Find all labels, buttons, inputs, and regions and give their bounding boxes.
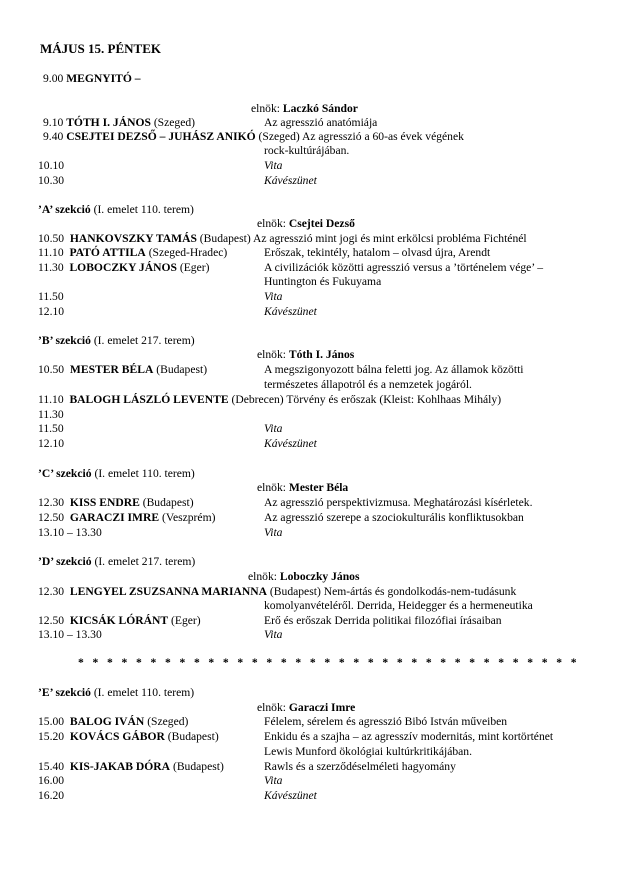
speaker-place: (Budapest) bbox=[267, 585, 321, 598]
talk-time: 9.40 bbox=[43, 130, 64, 143]
talk-time: 15.20 bbox=[38, 730, 65, 743]
talk-time: 12.30 bbox=[38, 496, 65, 509]
chair-prefix: elnök: bbox=[257, 481, 289, 494]
break-label: Kávészünet bbox=[264, 305, 317, 318]
speaker-place: (Budapest) bbox=[196, 232, 251, 245]
speaker-place: (Eger) bbox=[176, 261, 210, 274]
talk-title-cont: természetes állapotról és a nemzetek jogáról. bbox=[264, 378, 472, 391]
chair-prefix: elnök: bbox=[248, 570, 280, 583]
section-room: (I. emelet 217. terem) bbox=[91, 555, 196, 568]
talk-time: 10.50 bbox=[38, 232, 65, 245]
talk-row bbox=[43, 130, 464, 144]
talk-row bbox=[38, 261, 209, 275]
speaker-name: GARACZI IMRE bbox=[69, 511, 160, 524]
speaker-place: (Budapest) bbox=[164, 730, 219, 743]
speaker-name: CSEJTEI DEZSŐ – JUHÁSZ ANIKÓ bbox=[66, 130, 256, 143]
talk-time: 12.50 bbox=[38, 614, 65, 627]
vita-label: Vita bbox=[264, 290, 283, 303]
talk-title: Törvény és erőszak (Kleist: Kohlhaas Mihály) bbox=[283, 393, 502, 406]
speaker-name: MESTER BÉLA bbox=[69, 363, 154, 376]
section-e-chair bbox=[257, 701, 355, 715]
talk-title: A megszigonyozott bálna feletti jog. Az államok közötti bbox=[264, 363, 524, 376]
talk-row bbox=[38, 511, 215, 525]
talk-title: Az agresszió a 60-as évek végének bbox=[299, 130, 464, 143]
speaker-place: (Budapest) bbox=[170, 760, 224, 773]
break-label: Kávészünet bbox=[264, 789, 317, 802]
vita-time: 13.10 – 13.30 bbox=[38, 526, 102, 539]
separator-stars: * * * * * * * * * * * * * * * * * * * * * * * * * * * * * * * * * * * bbox=[78, 656, 577, 669]
speaker-name: BALOGH LÁSZLÓ LEVENTE bbox=[69, 393, 229, 406]
talk-row bbox=[38, 730, 219, 744]
chair-name: Mester Béla bbox=[288, 481, 349, 494]
talk-time: 15.00 bbox=[38, 715, 65, 728]
section-d-chair bbox=[248, 570, 359, 584]
talk-title-cont: Lewis Munford ökológiai kultúrkritikájában. bbox=[264, 745, 473, 758]
speaker-name: PATÓ ATTILA bbox=[69, 246, 146, 259]
vita-label: Vita bbox=[264, 526, 283, 539]
break-time: 10.30 bbox=[38, 174, 65, 187]
vita-label: Vita bbox=[264, 628, 283, 641]
talk-row bbox=[43, 116, 195, 130]
opening-label: MEGNYITÓ – bbox=[66, 72, 141, 85]
chair-prefix: elnök: bbox=[257, 701, 289, 714]
section-room: (I. emelet 110. terem) bbox=[90, 686, 195, 699]
speaker-place: (Budapest) bbox=[139, 496, 194, 509]
speaker-name: LOBOCZKY JÁNOS bbox=[69, 261, 177, 274]
vita-label: Vita bbox=[264, 774, 283, 787]
speaker-place: (Szeged) bbox=[150, 116, 196, 129]
speaker-place: (Eger) bbox=[168, 614, 201, 627]
section-room: (I. emelet 110. terem) bbox=[91, 467, 195, 480]
chair-name: Csejtei Dezső bbox=[288, 217, 355, 230]
speaker-name: TÓTH I. JÁNOS bbox=[66, 116, 151, 129]
section-label: ’C’ szekció bbox=[38, 467, 92, 480]
talk-row bbox=[38, 393, 501, 407]
speaker-name: HANKOVSZKY TAMÁS bbox=[69, 232, 197, 245]
chair-name: Laczkó Sándor bbox=[282, 102, 358, 115]
chair-prefix: elnök: bbox=[257, 217, 289, 230]
speaker-name: KIS-JAKAB DÓRA bbox=[69, 760, 171, 773]
page-title: MÁJUS 15. PÉNTEK bbox=[40, 41, 161, 56]
talk-time: 15.40 bbox=[38, 760, 65, 773]
section-a-chair bbox=[257, 217, 355, 231]
section-label: ’B’ szekció bbox=[38, 334, 91, 347]
section-c-header bbox=[38, 467, 195, 481]
speaker-place: (Szeged-Hradec) bbox=[145, 246, 228, 259]
talk-time: 11.10 bbox=[38, 393, 64, 406]
opening-line bbox=[43, 72, 141, 86]
talk-time: 11.30 bbox=[38, 261, 64, 274]
talk-row bbox=[38, 614, 201, 628]
talk-row bbox=[38, 760, 224, 774]
talk-title: A civilizációk közötti agresszió versus a ’történelem vége’ – bbox=[264, 261, 544, 274]
section-label: ’E’ szekció bbox=[38, 686, 91, 699]
opening-time: 9.00 bbox=[43, 72, 64, 85]
talk-row bbox=[38, 232, 527, 246]
talk-time: 12.50 bbox=[38, 511, 65, 524]
break-label: Kávészünet bbox=[264, 174, 317, 187]
speaker-name: KOVÁCS GÁBOR bbox=[69, 730, 165, 743]
speaker-name: KISS ENDRE bbox=[69, 496, 140, 509]
vita-time: 16.00 bbox=[38, 774, 65, 787]
talk-title: Nem-ártás és gondolkodás-nem-tudásunk bbox=[320, 585, 517, 598]
speaker-name: LENGYEL ZSUZSANNA MARIANNA bbox=[69, 585, 268, 598]
section-b-header bbox=[38, 334, 195, 348]
talk-title-cont: Huntington és Fukuyama bbox=[264, 275, 382, 288]
talk-row bbox=[38, 246, 227, 260]
break-label: Kávészünet bbox=[264, 437, 317, 450]
section-room: (I. emelet 217. terem) bbox=[90, 334, 195, 347]
talk-time: 11.10 bbox=[38, 246, 64, 259]
talk-title: Rawls és a szerződéselméleti hagyomány bbox=[264, 760, 456, 773]
section-room: (I. emelet 110. terem) bbox=[90, 203, 194, 216]
talk-title: Erőszak, tekintély, hatalom – olvasd újra, Arendt bbox=[264, 246, 491, 259]
chair-prefix: elnök: bbox=[251, 102, 283, 115]
section-label: ’D’ szekció bbox=[38, 555, 92, 568]
chair-prefix: elnök: bbox=[257, 348, 289, 361]
speaker-place: (Debrecen) bbox=[228, 393, 284, 406]
talk-row bbox=[38, 363, 207, 377]
section-b-chair bbox=[257, 348, 354, 362]
vita-label: Vita bbox=[264, 159, 283, 172]
talk-title: Félelem, sérelem és agresszió Bibó István műveiben bbox=[264, 715, 508, 728]
talk-row bbox=[38, 496, 194, 510]
vita-time: 11.50 bbox=[38, 290, 64, 303]
vita-time: 10.10 bbox=[38, 159, 65, 172]
speaker-place: (Budapest) bbox=[153, 363, 208, 376]
speaker-place: (Veszprém) bbox=[159, 511, 216, 524]
section-label: ’A’ szekció bbox=[38, 203, 91, 216]
section-c-chair bbox=[257, 481, 348, 495]
talk-title-cont: komolyanvételéről. Derrida, Heidegger és a hermeneutika bbox=[264, 599, 533, 612]
chair-name: Tóth I. János bbox=[288, 348, 355, 361]
talk-time: 10.50 bbox=[38, 363, 65, 376]
chair-name: Garaczi Imre bbox=[288, 701, 356, 714]
break-time: 16.20 bbox=[38, 789, 65, 802]
vita-time: 11.50 bbox=[38, 422, 64, 435]
vita-label: Vita bbox=[264, 422, 283, 435]
plenary-chair bbox=[251, 102, 358, 116]
chair-name: Loboczky János bbox=[279, 570, 360, 583]
speaker-place: (Szeged) bbox=[144, 715, 189, 728]
section-a-header bbox=[38, 203, 194, 217]
break-time: 12.10 bbox=[38, 305, 65, 318]
talk-time: 9.10 bbox=[43, 116, 64, 129]
speaker-place: (Szeged) bbox=[255, 130, 300, 143]
speaker-name: BALOG IVÁN bbox=[69, 715, 145, 728]
break-time: 12.10 bbox=[38, 437, 65, 450]
talk-title: Az agresszió perspektivizmusa. Meghatározási kísérletek. bbox=[264, 496, 533, 509]
vita-time: 13.10 – 13.30 bbox=[38, 628, 102, 641]
talk-title-cont: rock-kultúrájában. bbox=[264, 144, 350, 157]
talk-title: Erő és erőszak Derrida politikai filozófiai írásaiban bbox=[264, 614, 502, 627]
empty-time: 11.30 bbox=[38, 408, 64, 421]
section-e-header bbox=[38, 686, 194, 700]
section-d-header bbox=[38, 555, 195, 569]
talk-title: Enkidu és a szajha – az agresszív modernitás, mint kortörténet bbox=[264, 730, 554, 743]
talk-time: 12.30 bbox=[38, 585, 65, 598]
talk-title: Az agresszió szerepe a szociokulturális konfliktusokban bbox=[264, 511, 524, 524]
talk-title: Az agresszió anatómiája bbox=[264, 116, 378, 129]
talk-title: Az agresszió mint jogi és mint erkölcsi probléma Fichténél bbox=[250, 232, 527, 245]
talk-row bbox=[38, 585, 516, 599]
speaker-name: KICSÁK LÓRÁNT bbox=[69, 614, 169, 627]
talk-row bbox=[38, 715, 188, 729]
